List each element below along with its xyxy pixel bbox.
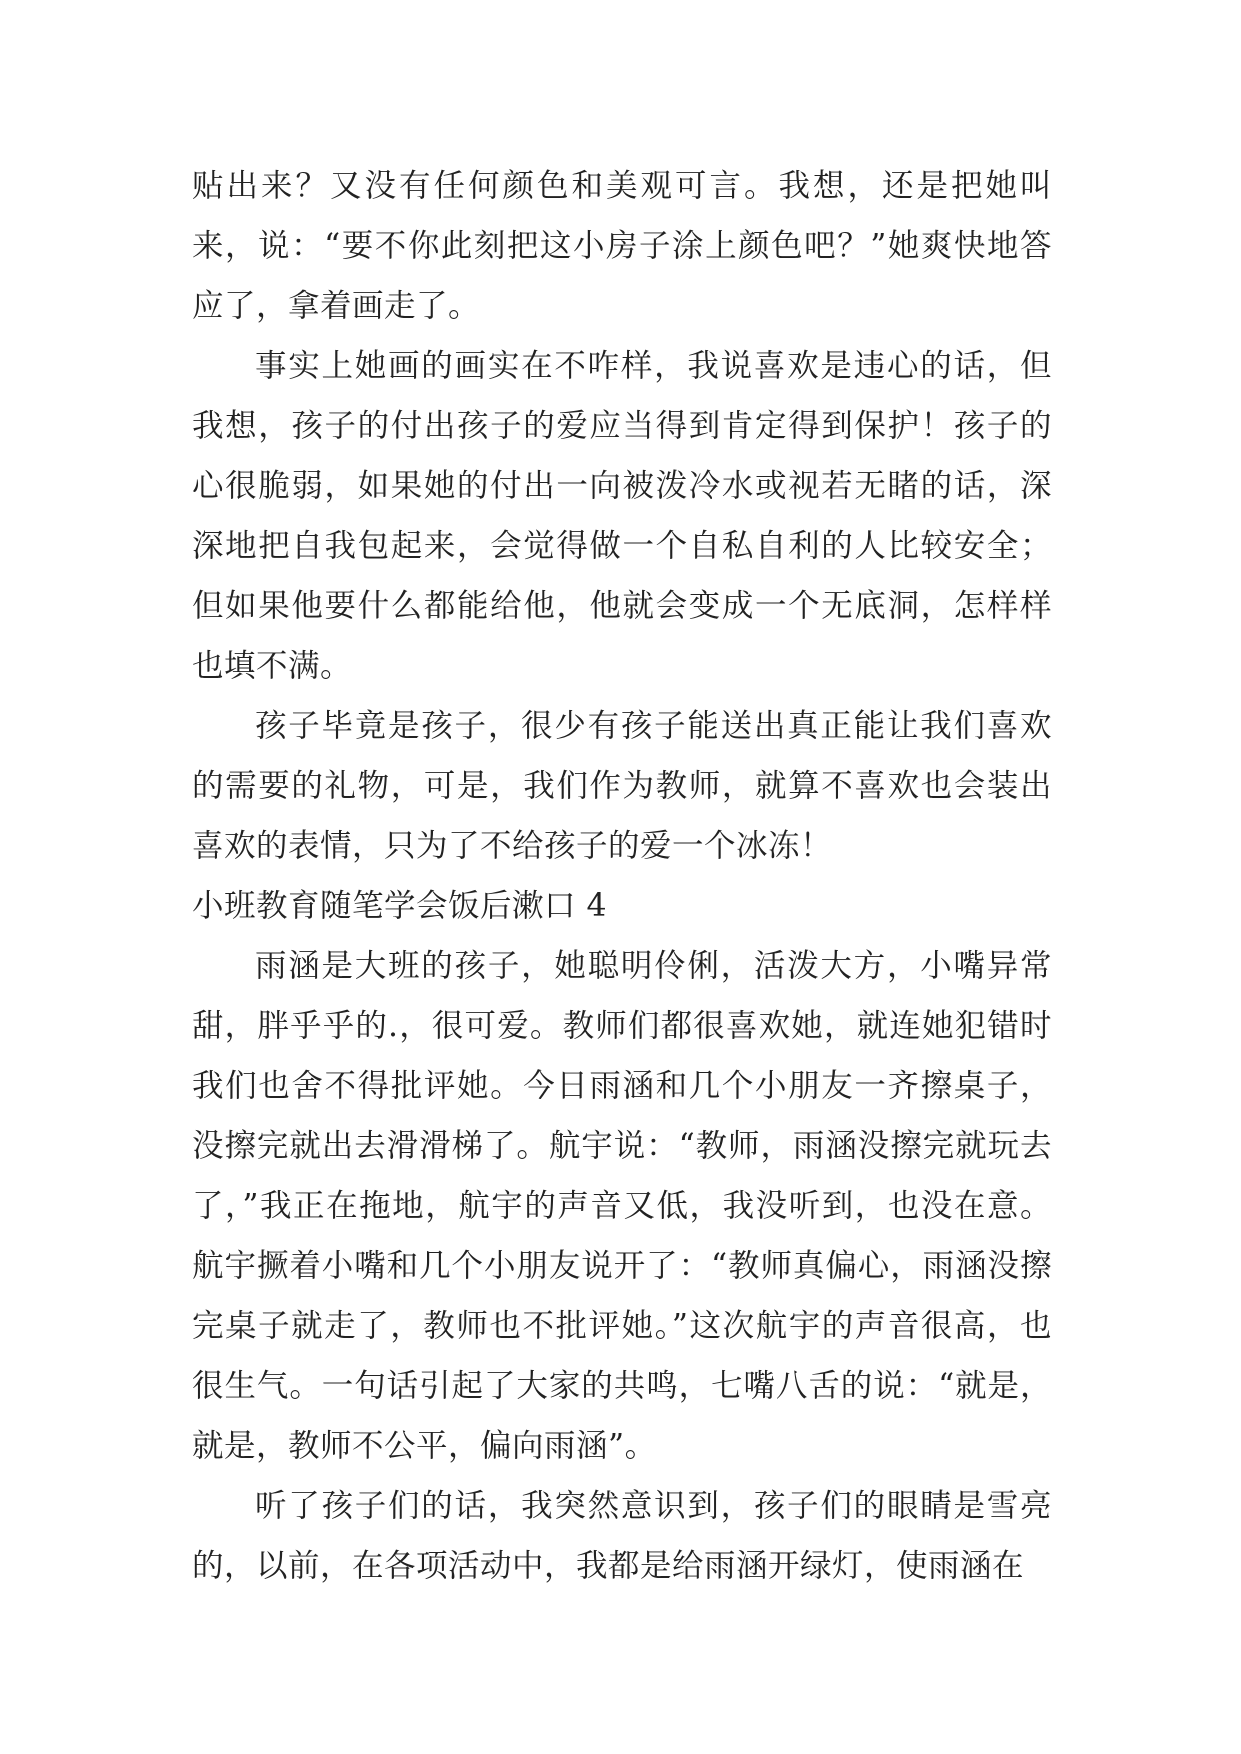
document-body bbox=[192, 156, 1052, 1596]
paragraph-1: 贴出来？又没有任何颜色和美观可言。我想，还是把她叫来，说：“要不你此刻把这小房子涂上颜色吧？”她爽快地答应了，拿着画走了。 bbox=[192, 168, 1052, 324]
paragraph-5: 听了孩子们的话，我突然意识到，孩子们的眼睛是雪亮的，以前，在各项活动中，我都是给雨涵开绿灯，使雨涵在 bbox=[192, 1488, 1052, 1584]
paragraph-3: 孩子毕竟是孩子，很少有孩子能送出真正能让我们喜欢的需要的礼物，可是，我们作为教师，就算不喜欢也会装出喜欢的表情，只为了不给孩子的爱一个冰冻！ bbox=[192, 708, 1052, 864]
paragraph-2: 事实上她画的画实在不咋样，我说喜欢是违心的话，但我想，孩子的付出孩子的爱应当得到肯定得到保护！孩子的心很脆弱，如果她的付出一向被泼冷水或视若无睹的话，深深地把自我包起来，会觉得做一个自私自利的人比较安全；但如果他要什么都能给他，他就会变成一个无底洞，怎样样也填不满。 bbox=[192, 348, 1052, 684]
paragraph-4: 雨涵是大班的孩子，她聪明伶俐，活泼大方，小嘴异常甜，胖乎乎的.，很可爱。教师们都很喜欢她，就连她犯错时我们也舍不得批评她。今日雨涵和几个小朋友一齐擦桌子，没擦完就出去滑滑梯了。航宇说：“教师，雨涵没擦完就玩去了，”我正在拖地，航宇的声音又低，我没听到，也没在意。航宇撅着小嘴和几个小朋友说开了：“教师真偏心，雨涵没擦完桌子就走了，教师也不批评她。”这次航宇的声音很高，也很生气。一句话引起了大家的共鸣，七嘴八舌的说：“就是，就是，教师不公平，偏向雨涵”。 bbox=[192, 948, 1052, 1464]
section-heading: 小班教育随笔学会饭后漱口 4 bbox=[192, 888, 608, 924]
